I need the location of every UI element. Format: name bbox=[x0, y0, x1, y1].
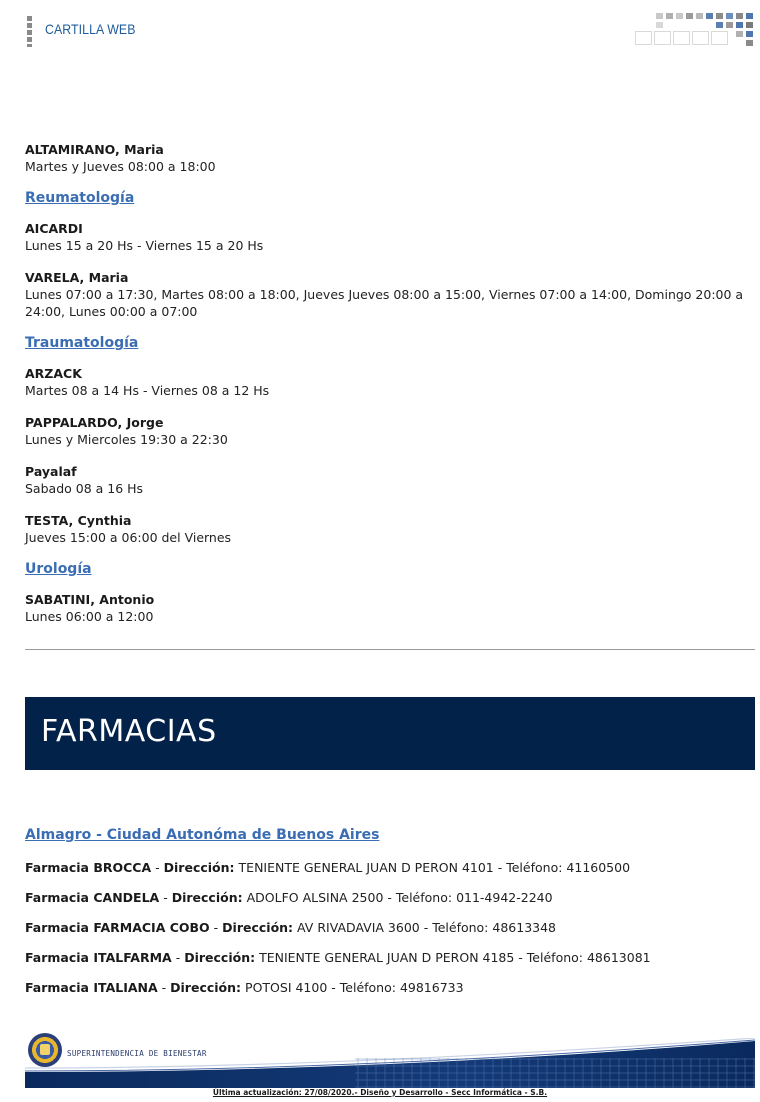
footer-wave-decoration bbox=[25, 1038, 755, 1088]
doctor-name: Payalaf bbox=[25, 464, 77, 479]
footer-update-note: Última actualización: 27/08/2020.- Diseño y Desarrollo - Secc Informática - S.B. bbox=[212, 1088, 548, 1097]
doctor-entry bbox=[25, 269, 760, 320]
pharmacy-name: CANDELA bbox=[93, 890, 160, 905]
doctor-entry bbox=[25, 512, 760, 546]
doctor-hours: Lunes 06:00 a 12:00 bbox=[25, 609, 154, 624]
doctor-hours: Lunes 07:00 a 17:30, Martes 08:00 a 18:00, Jueves Jueves 08:00 a 15:00, Viernes 07:00 a 14:00, Domingo 20:00 a 24:00, Lunes 00:00 a 07:00 bbox=[25, 287, 744, 319]
doctor-name: PAPPALARDO, Jorge bbox=[25, 415, 164, 430]
phone-label: Teléfono: bbox=[339, 980, 396, 995]
doctor-hours: Lunes 15 a 20 Hs - Viernes 15 a 20 Hs bbox=[25, 238, 264, 253]
address-label: Dirección: bbox=[184, 950, 256, 965]
doctor-name: ARZACK bbox=[25, 366, 82, 381]
pharmacy-name: BROCCA bbox=[93, 860, 152, 875]
phone-label: Teléfono: bbox=[432, 920, 489, 935]
organization-seal-icon bbox=[28, 1033, 62, 1067]
pharmacy-address: ADOLFO ALSINA 2500 bbox=[246, 890, 384, 905]
pharmacy-address: TENIENTE GENERAL JUAN D PERON 4101 bbox=[238, 860, 494, 875]
banner-title: FARMACIAS bbox=[41, 714, 217, 749]
pharmacy-prefix: Farmacia bbox=[25, 860, 89, 875]
footer-org-name: SUPERINTENDENCIA DE BIENESTAR bbox=[67, 1049, 207, 1058]
phone-label: Teléfono: bbox=[526, 950, 583, 965]
pharmacy-name: ITALFARMA bbox=[93, 950, 172, 965]
pharmacy-phone: 48613081 bbox=[586, 950, 651, 965]
address-label: Dirección: bbox=[163, 860, 235, 875]
pharmacy-item: Farmacia FARMACIA COBO - Dirección: AV RIVADAVIA 3600 - Teléfono: 48613348 bbox=[25, 920, 557, 935]
pharmacy-prefix: Farmacia bbox=[25, 950, 89, 965]
pharmacy-item: Farmacia CANDELA - Dirección: ADOLFO ALSINA 2500 - Teléfono: 011-4942-2240 bbox=[25, 890, 553, 905]
doctor-hours: Lunes y Miercoles 19:30 a 22:30 bbox=[25, 432, 228, 447]
specialty-title-urologia[interactable]: Urología bbox=[25, 561, 92, 577]
pharmacy-phone: 49816733 bbox=[399, 980, 464, 995]
pharmacy-prefix: Farmacia bbox=[25, 890, 89, 905]
location-title[interactable]: Almagro - Ciudad Autonóma de Buenos Aires bbox=[25, 827, 380, 843]
pharmacy-name: ITALIANA bbox=[93, 980, 158, 995]
header-title: CARTILLA WEB bbox=[45, 21, 136, 37]
pharmacy-list bbox=[25, 826, 760, 1009]
farmacias-banner bbox=[25, 697, 755, 770]
doctor-entry bbox=[25, 463, 760, 497]
pharmacy-phone: 48613348 bbox=[492, 920, 557, 935]
pharmacy-address: TENIENTE GENERAL JUAN D PERON 4185 bbox=[259, 950, 515, 965]
doctor-entry bbox=[25, 141, 760, 175]
page-header bbox=[0, 0, 760, 60]
doctor-name: SABATINI, Antonio bbox=[25, 592, 155, 607]
doctor-entry bbox=[25, 591, 760, 625]
pharmacy-item: Farmacia ITALIANA - Dirección: POTOSI 4100 - Teléfono: 49816733 bbox=[25, 980, 464, 995]
doctor-entry bbox=[25, 365, 760, 399]
address-label: Dirección: bbox=[171, 890, 243, 905]
pharmacy-item: Farmacia BROCCA - Dirección: TENIENTE GENERAL JUAN D PERON 4101 - Teléfono: 41160500 bbox=[25, 860, 631, 875]
pharmacy-phone: 011-4942-2240 bbox=[456, 890, 553, 905]
pharmacy-name: FARMACIA COBO bbox=[93, 920, 210, 935]
doctor-name: AICARDI bbox=[25, 221, 83, 236]
pharmacy-address: POTOSI 4100 bbox=[245, 980, 328, 995]
phone-label: Teléfono: bbox=[506, 860, 563, 875]
address-label: Dirección: bbox=[170, 980, 242, 995]
specialty-title-traumatologia[interactable]: Traumatología bbox=[25, 335, 139, 351]
header-pixel-grid-decoration bbox=[630, 10, 755, 48]
doctor-name: ALTAMIRANO, Maria bbox=[25, 142, 164, 157]
doctor-hours: Martes y Jueves 08:00 a 18:00 bbox=[25, 159, 216, 174]
pharmacy-prefix: Farmacia bbox=[25, 980, 89, 995]
doctor-entry bbox=[25, 220, 760, 254]
pharmacy-item: Farmacia ITALFARMA - Dirección: TENIENTE GENERAL JUAN D PERON 4185 - Teléfono: 48613081 bbox=[25, 950, 651, 965]
doctors-list bbox=[25, 141, 760, 640]
doctor-name: VARELA, Maria bbox=[25, 270, 129, 285]
specialty-title-reumatologia[interactable]: Reumatología bbox=[25, 190, 135, 206]
doctor-hours: Sabado 08 a 16 Hs bbox=[25, 481, 144, 496]
doctor-hours: Martes 08 a 14 Hs - Viernes 08 a 12 Hs bbox=[25, 383, 270, 398]
doctor-hours: Jueves 15:00 a 06:00 del Viernes bbox=[25, 530, 232, 545]
phone-label: Teléfono: bbox=[395, 890, 453, 905]
address-label: Dirección: bbox=[222, 920, 294, 935]
pharmacy-address: AV RIVADAVIA 3600 bbox=[297, 920, 420, 935]
header-accent-bar bbox=[27, 16, 32, 47]
pharmacy-prefix: Farmacia bbox=[25, 920, 89, 935]
pharmacy-phone: 41160500 bbox=[566, 860, 631, 875]
page-footer bbox=[0, 1020, 760, 1102]
doctor-entry bbox=[25, 414, 760, 448]
section-divider bbox=[25, 649, 755, 650]
doctor-name: TESTA, Cynthia bbox=[25, 513, 132, 528]
